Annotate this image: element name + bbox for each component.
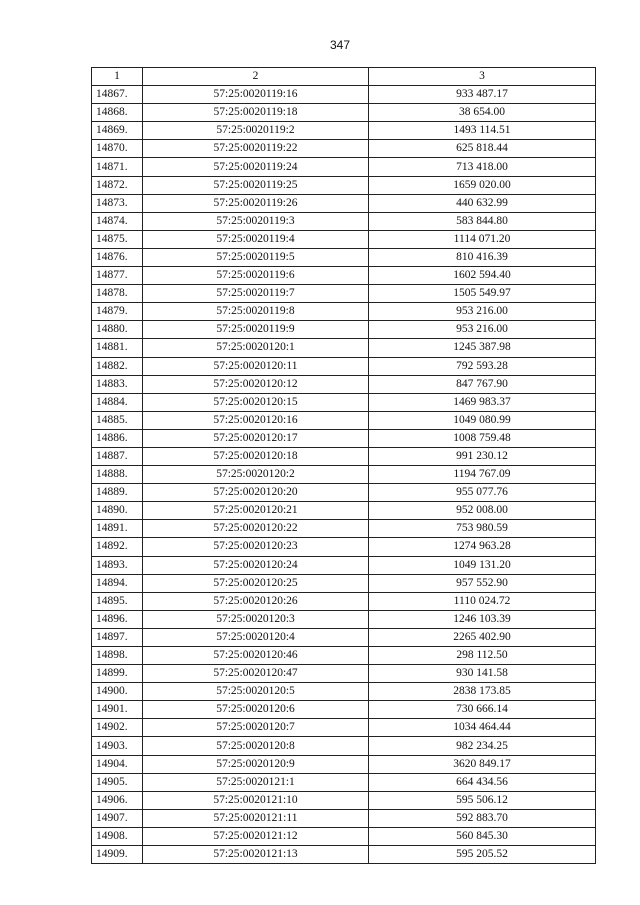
cadastral-number-cell: 57:25:0020120:22 — [143, 520, 369, 538]
cadastral-number-cell: 57:25:0020121:13 — [143, 846, 369, 864]
row-number-cell: 14868. — [92, 104, 143, 122]
value-cell: 792 593.28 — [369, 357, 596, 375]
registry-table — [91, 67, 596, 864]
cadastral-number-cell: 57:25:0020120:1 — [143, 339, 369, 357]
row-number-cell: 14895. — [92, 592, 143, 610]
value-cell: 953 216.00 — [369, 303, 596, 321]
page-number: 347 — [329, 38, 351, 52]
cadastral-number-cell: 57:25:0020120:20 — [143, 484, 369, 502]
value-cell: 1659 020.00 — [369, 176, 596, 194]
table-row — [92, 411, 596, 429]
row-number-cell: 14909. — [92, 846, 143, 864]
table-row — [92, 140, 596, 158]
row-number-cell: 14898. — [92, 647, 143, 665]
cadastral-number-cell: 57:25:0020119:2 — [143, 122, 369, 140]
table-body — [92, 86, 596, 864]
value-cell: 1194 767.09 — [369, 466, 596, 484]
row-number-cell: 14870. — [92, 140, 143, 158]
cadastral-number-cell: 57:25:0020119:24 — [143, 158, 369, 176]
table-row — [92, 357, 596, 375]
value-cell: 1034 464.44 — [369, 719, 596, 737]
column-header-2: 2 — [143, 68, 369, 86]
table-row — [92, 592, 596, 610]
value-cell: 595 205.52 — [369, 846, 596, 864]
table-row — [92, 809, 596, 827]
value-cell: 991 230.12 — [369, 447, 596, 465]
cadastral-number-cell: 57:25:0020120:16 — [143, 411, 369, 429]
table-row — [92, 321, 596, 339]
table-row — [92, 429, 596, 447]
value-cell: 440 632.99 — [369, 194, 596, 212]
row-number-cell: 14879. — [92, 303, 143, 321]
cadastral-number-cell: 57:25:0020119:16 — [143, 86, 369, 104]
row-number-cell: 14894. — [92, 574, 143, 592]
table-row — [92, 502, 596, 520]
row-number-cell: 14881. — [92, 339, 143, 357]
cadastral-number-cell: 57:25:0020120:17 — [143, 429, 369, 447]
table-row — [92, 158, 596, 176]
value-cell: 957 552.90 — [369, 574, 596, 592]
row-number-cell: 14907. — [92, 809, 143, 827]
table-row — [92, 574, 596, 592]
table-row — [92, 755, 596, 773]
table-row — [92, 737, 596, 755]
table-row — [92, 466, 596, 484]
value-cell: 625 818.44 — [369, 140, 596, 158]
table-header-row — [92, 68, 596, 86]
row-number-cell: 14900. — [92, 683, 143, 701]
value-cell: 2838 173.85 — [369, 683, 596, 701]
cadastral-number-cell: 57:25:0020121:10 — [143, 791, 369, 809]
row-number-cell: 14891. — [92, 520, 143, 538]
table-row — [92, 86, 596, 104]
value-cell: 1246 103.39 — [369, 610, 596, 628]
cadastral-number-cell: 57:25:0020120:26 — [143, 592, 369, 610]
row-number-cell: 14877. — [92, 267, 143, 285]
cadastral-number-cell: 57:25:0020119:8 — [143, 303, 369, 321]
table-row — [92, 556, 596, 574]
cadastral-number-cell: 57:25:0020120:18 — [143, 447, 369, 465]
cadastral-number-cell: 57:25:0020120:12 — [143, 375, 369, 393]
row-number-cell: 14885. — [92, 411, 143, 429]
cadastral-number-cell: 57:25:0020119:26 — [143, 194, 369, 212]
cadastral-number-cell: 57:25:0020120:46 — [143, 647, 369, 665]
table-row — [92, 122, 596, 140]
table-row — [92, 846, 596, 864]
row-number-cell: 14880. — [92, 321, 143, 339]
row-number-cell: 14899. — [92, 665, 143, 683]
row-number-cell: 14892. — [92, 538, 143, 556]
value-cell: 1602 594.40 — [369, 267, 596, 285]
cadastral-number-cell: 57:25:0020120:5 — [143, 683, 369, 701]
row-number-cell: 14904. — [92, 755, 143, 773]
table-row — [92, 484, 596, 502]
cadastral-number-cell: 57:25:0020119:22 — [143, 140, 369, 158]
value-cell: 1493 114.51 — [369, 122, 596, 140]
row-number-cell: 14874. — [92, 212, 143, 230]
value-cell: 1110 024.72 — [369, 592, 596, 610]
cadastral-number-cell: 57:25:0020120:47 — [143, 665, 369, 683]
value-cell: 1049 131.20 — [369, 556, 596, 574]
table-row — [92, 212, 596, 230]
row-number-cell: 14890. — [92, 502, 143, 520]
table-row — [92, 827, 596, 845]
row-number-cell: 14878. — [92, 285, 143, 303]
row-number-cell: 14872. — [92, 176, 143, 194]
row-number-cell: 14893. — [92, 556, 143, 574]
row-number-cell: 14889. — [92, 484, 143, 502]
table-row — [92, 773, 596, 791]
column-header-3: 3 — [369, 68, 596, 86]
value-cell: 1469 983.37 — [369, 393, 596, 411]
value-cell: 953 216.00 — [369, 321, 596, 339]
table-row — [92, 683, 596, 701]
value-cell: 982 234.25 — [369, 737, 596, 755]
value-cell: 664 434.56 — [369, 773, 596, 791]
cadastral-number-cell: 57:25:0020119:3 — [143, 212, 369, 230]
row-number-cell: 14896. — [92, 610, 143, 628]
value-cell: 955 077.76 — [369, 484, 596, 502]
value-cell: 1049 080.99 — [369, 411, 596, 429]
row-number-cell: 14901. — [92, 701, 143, 719]
cadastral-number-cell: 57:25:0020120:11 — [143, 357, 369, 375]
value-cell: 930 141.58 — [369, 665, 596, 683]
table-row — [92, 285, 596, 303]
table-row — [92, 647, 596, 665]
table-row — [92, 248, 596, 266]
value-cell: 952 008.00 — [369, 502, 596, 520]
row-number-cell: 14887. — [92, 447, 143, 465]
row-number-cell: 14903. — [92, 737, 143, 755]
row-number-cell: 14867. — [92, 86, 143, 104]
row-number-cell: 14873. — [92, 194, 143, 212]
cadastral-number-cell: 57:25:0020120:25 — [143, 574, 369, 592]
row-number-cell: 14869. — [92, 122, 143, 140]
value-cell: 592 883.70 — [369, 809, 596, 827]
cadastral-number-cell: 57:25:0020120:4 — [143, 628, 369, 646]
table-row — [92, 538, 596, 556]
row-number-cell: 14884. — [92, 393, 143, 411]
value-cell: 583 844.80 — [369, 212, 596, 230]
value-cell: 753 980.59 — [369, 520, 596, 538]
table-row — [92, 303, 596, 321]
row-number-cell: 14906. — [92, 791, 143, 809]
value-cell: 933 487.17 — [369, 86, 596, 104]
cadastral-number-cell: 57:25:0020120:3 — [143, 610, 369, 628]
value-cell: 38 654.00 — [369, 104, 596, 122]
row-number-cell: 14876. — [92, 248, 143, 266]
value-cell: 595 506.12 — [369, 791, 596, 809]
row-number-cell: 14883. — [92, 375, 143, 393]
cadastral-number-cell: 57:25:0020119:18 — [143, 104, 369, 122]
value-cell: 1114 071.20 — [369, 230, 596, 248]
table-row — [92, 104, 596, 122]
cadastral-number-cell: 57:25:0020119:25 — [143, 176, 369, 194]
cadastral-number-cell: 57:25:0020119:6 — [143, 267, 369, 285]
table-row — [92, 375, 596, 393]
table-row — [92, 267, 596, 285]
row-number-cell: 14871. — [92, 158, 143, 176]
cadastral-number-cell: 57:25:0020120:21 — [143, 502, 369, 520]
row-number-cell: 14908. — [92, 827, 143, 845]
value-cell: 1274 963.28 — [369, 538, 596, 556]
table-row — [92, 665, 596, 683]
cadastral-number-cell: 57:25:0020119:7 — [143, 285, 369, 303]
value-cell: 3620 849.17 — [369, 755, 596, 773]
table-row — [92, 701, 596, 719]
cadastral-number-cell: 57:25:0020120:7 — [143, 719, 369, 737]
cadastral-number-cell: 57:25:0020120:23 — [143, 538, 369, 556]
cadastral-number-cell: 57:25:0020121:11 — [143, 809, 369, 827]
cadastral-number-cell: 57:25:0020120:8 — [143, 737, 369, 755]
table-row — [92, 176, 596, 194]
value-cell: 810 416.39 — [369, 248, 596, 266]
table-row — [92, 719, 596, 737]
table-row — [92, 628, 596, 646]
cadastral-number-cell: 57:25:0020120:9 — [143, 755, 369, 773]
value-cell: 1008 759.48 — [369, 429, 596, 447]
value-cell: 1245 387.98 — [369, 339, 596, 357]
table-row — [92, 447, 596, 465]
table-row — [92, 393, 596, 411]
table-row — [92, 194, 596, 212]
cadastral-number-cell: 57:25:0020121:1 — [143, 773, 369, 791]
value-cell: 847 767.90 — [369, 375, 596, 393]
cadastral-number-cell: 57:25:0020119:9 — [143, 321, 369, 339]
value-cell: 730 666.14 — [369, 701, 596, 719]
table-row — [92, 610, 596, 628]
column-header-1: 1 — [92, 68, 143, 86]
value-cell: 713 418.00 — [369, 158, 596, 176]
table-row — [92, 791, 596, 809]
cadastral-number-cell: 57:25:0020120:15 — [143, 393, 369, 411]
row-number-cell: 14902. — [92, 719, 143, 737]
table-row — [92, 339, 596, 357]
value-cell: 298 112.50 — [369, 647, 596, 665]
cadastral-number-cell: 57:25:0020119:5 — [143, 248, 369, 266]
cadastral-number-cell: 57:25:0020121:12 — [143, 827, 369, 845]
value-cell: 2265 402.90 — [369, 628, 596, 646]
row-number-cell: 14888. — [92, 466, 143, 484]
value-cell: 560 845.30 — [369, 827, 596, 845]
row-number-cell: 14886. — [92, 429, 143, 447]
cadastral-number-cell: 57:25:0020120:6 — [143, 701, 369, 719]
cadastral-number-cell: 57:25:0020119:4 — [143, 230, 369, 248]
table-row — [92, 520, 596, 538]
cadastral-number-cell: 57:25:0020120:24 — [143, 556, 369, 574]
cadastral-number-cell: 57:25:0020120:2 — [143, 466, 369, 484]
row-number-cell: 14875. — [92, 230, 143, 248]
row-number-cell: 14882. — [92, 357, 143, 375]
row-number-cell: 14897. — [92, 628, 143, 646]
value-cell: 1505 549.97 — [369, 285, 596, 303]
table-row — [92, 230, 596, 248]
row-number-cell: 14905. — [92, 773, 143, 791]
